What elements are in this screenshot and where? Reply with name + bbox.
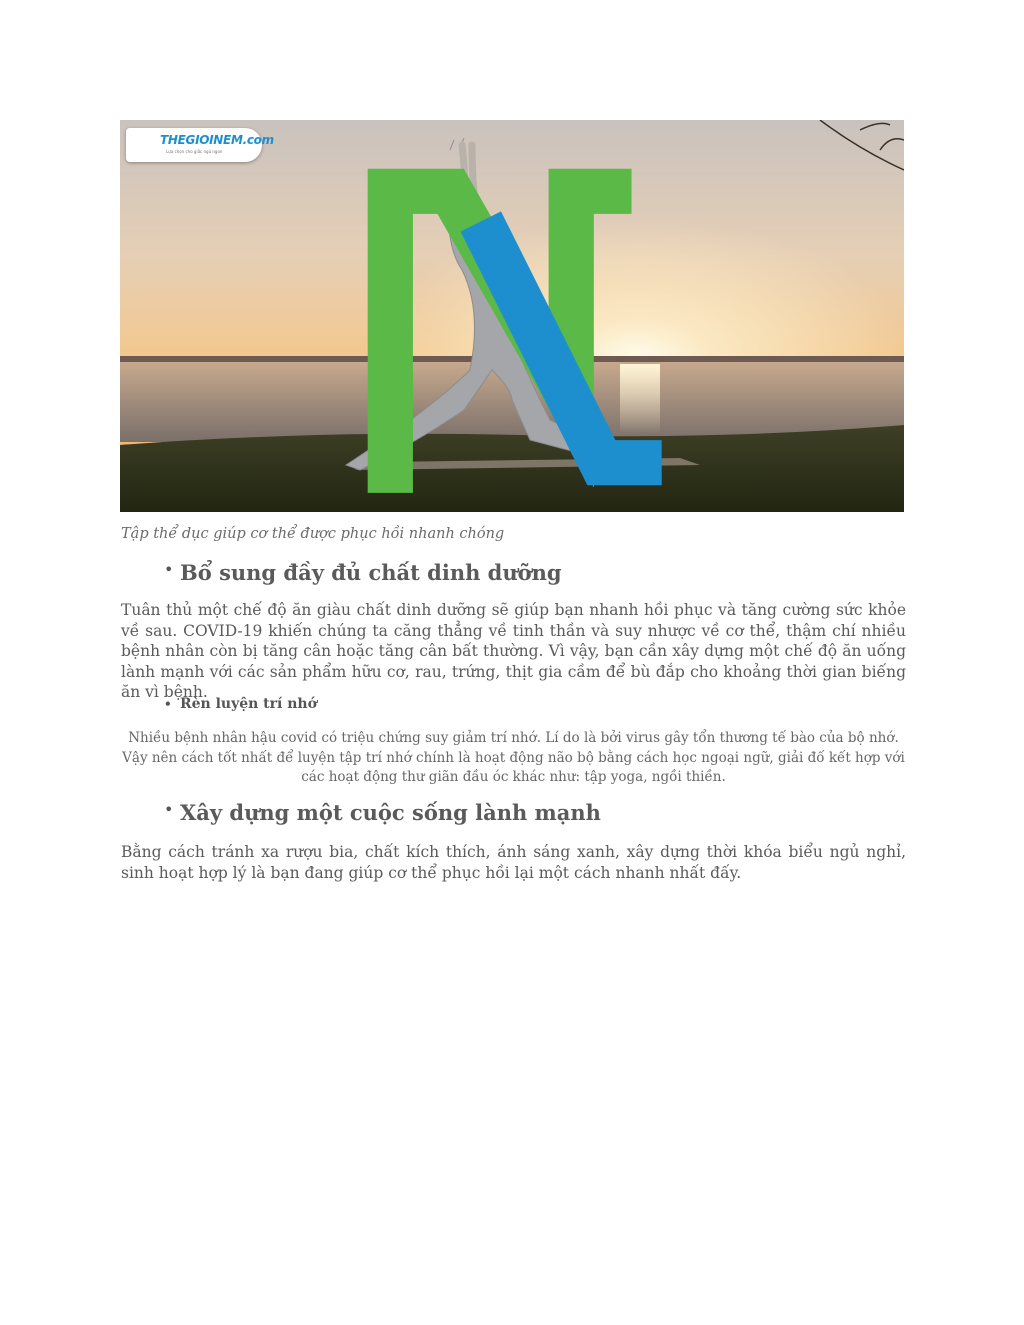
section-heading-nutrition: [164, 560, 562, 585]
logo-n-icon: [134, 131, 904, 512]
bullet-icon: •: [164, 560, 174, 579]
heading-text: Xây dựng một cuộc sống lành mạnh: [180, 800, 601, 825]
thegioinem-logo: [126, 128, 274, 162]
section-heading-healthy-life: [164, 800, 601, 825]
heading-text: Bổ sung đầy đủ chất dinh dưỡng: [180, 560, 562, 585]
heading-text: Rèn luyện trí nhớ: [180, 696, 317, 712]
section-heading-memory: [164, 696, 317, 712]
yoga-sunset-photo: [120, 120, 904, 512]
logo-subtext: Lựa chọn cho giấc ngủ ngon: [166, 149, 223, 154]
logo-text: THEGIOINEM.com: [160, 133, 274, 147]
bullet-icon: •: [164, 697, 172, 711]
bullet-icon: •: [164, 800, 174, 819]
healthy-life-paragraph: Bằng cách tránh xa rượu bia, chất kích thích, ánh sáng xanh, xây dựng thời khóa biểu ngủ nghỉ, sinh hoạt hợp lý là bạn đang giúp cơ thể phục hồi lại một cách nhanh nhất đấy.: [121, 843, 906, 882]
nutrition-paragraph: Tuân thủ một chế độ ăn giàu chất dinh dưỡng sẽ giúp bạn nhanh hồi phục và tăng cường sức khỏe về sau. COVID-19 khiến chúng ta căng thẳng về tinh thần và suy nhược về cơ thể, thậm chí nhiều bệnh nhân còn bị tăng cân hoặc tăng cân bất thường. Vì vậy, bạn cần xây dựng một chế độ ăn uống lành mạnh với các sản phẩm hữu cơ, rau, trứng, thịt gia cầm để bù đắp cho khoảng thời gian biếng ăn vì bệnh.: [121, 601, 906, 701]
memory-paragraph: Nhiều bệnh nhân hậu covid có triệu chứng suy giảm trí nhớ. Lí do là bởi virus gây tổn thương tế bào của bộ nhớ. Vậy nên cách tốt nhất để luyện tập trí nhớ chính là hoạt động não bộ bằng cách học ngoại ngữ, giải đố kết hợp với các hoạt động thư giãn đầu óc khác như: tập yoga, ngồi thiền.: [122, 730, 905, 785]
image-caption: Tập thể dục giúp cơ thể được phục hồi nhanh chóng: [121, 526, 505, 542]
